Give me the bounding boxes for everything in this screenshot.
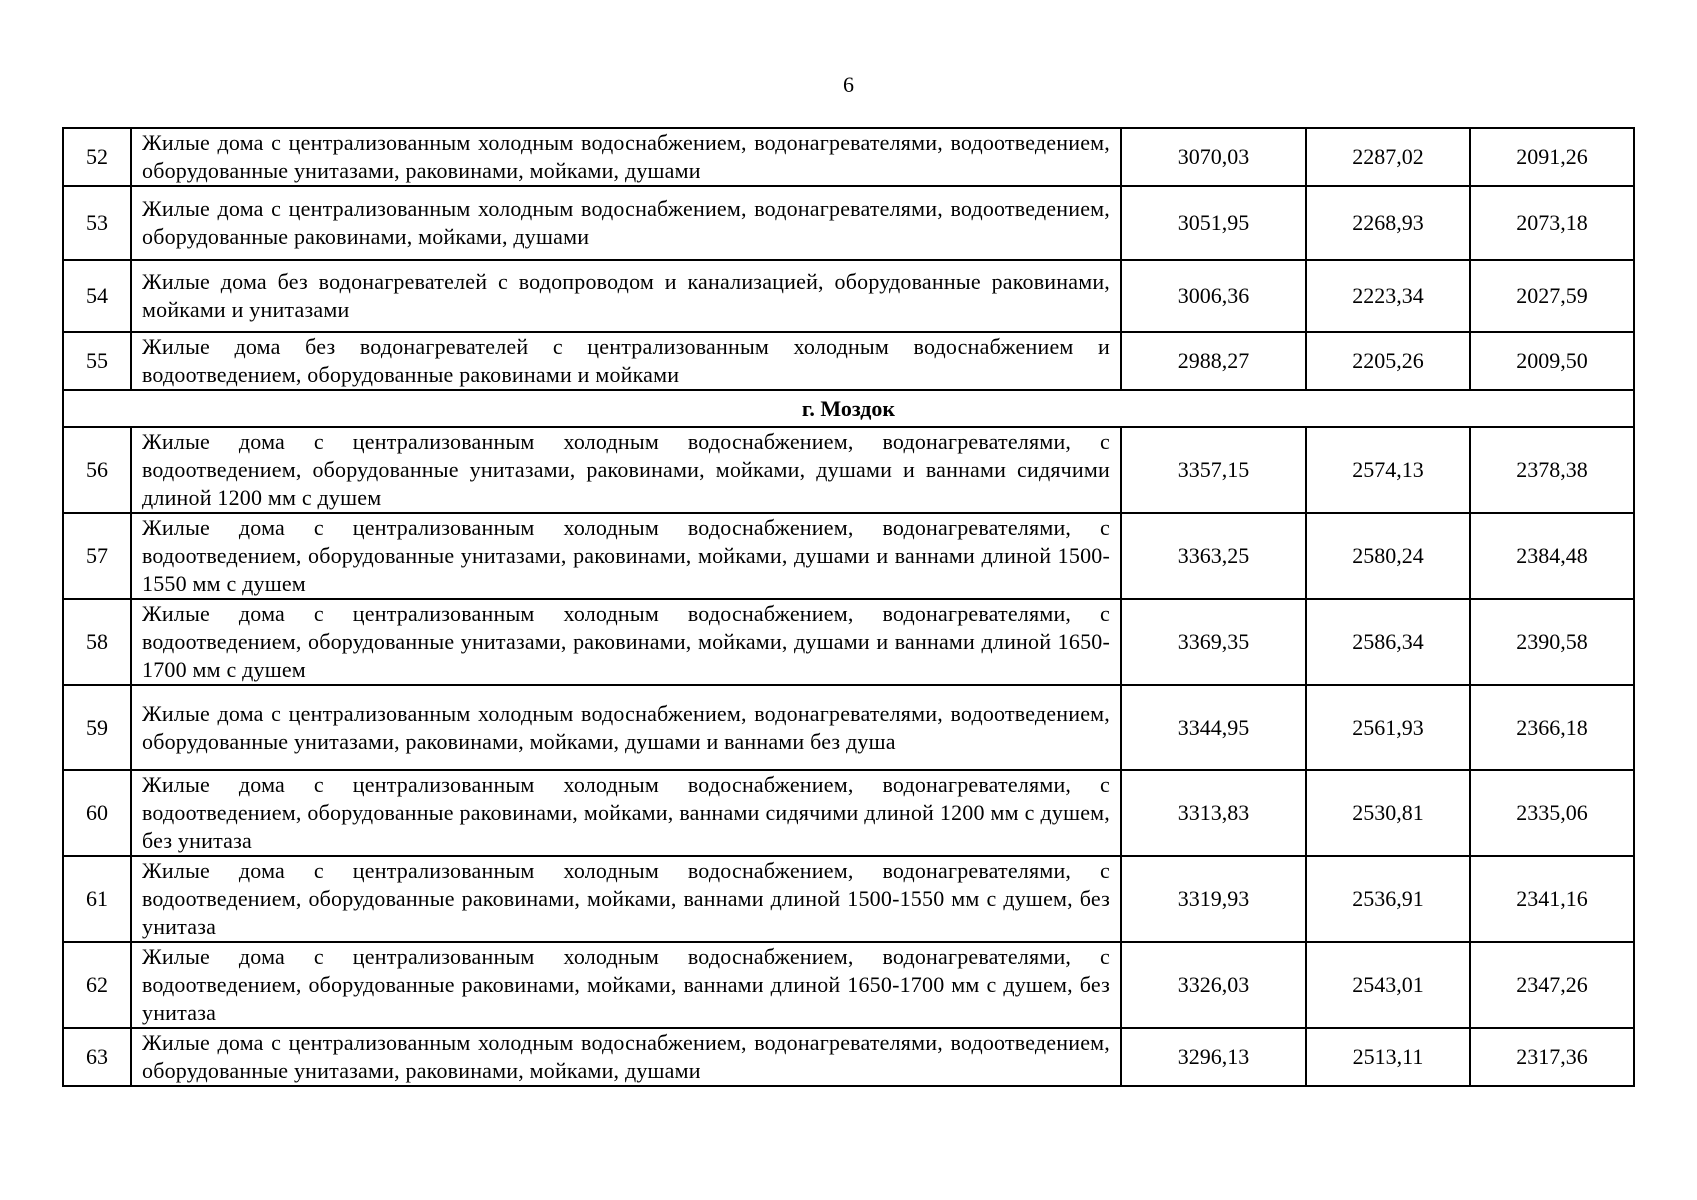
table-row (63, 942, 1634, 1028)
row-description: Жилые дома с централизованным холодным водоснабжением, водонагревателями, с водоотведением, оборудованные раковинами, мойками, ваннами длиной 1650-1700 мм с душем, без унитаза (131, 942, 1121, 1028)
row-number: 61 (63, 856, 131, 942)
table-row (63, 599, 1634, 685)
row-description: Жилые дома без водонагревателей с централизованным холодным водоснабжением и водоотведением, оборудованные раковинами и мойками (131, 332, 1121, 390)
table-row (63, 1028, 1634, 1086)
row-description: Жилые дома с централизованным холодным водоснабжением, водонагревателями, водоотведением, оборудованные унитазами, раковинами, мойками, душами (131, 128, 1121, 186)
row-description: Жилые дома с централизованным холодным водоснабжением, водонагревателями, с водоотведением, оборудованные унитазами, раковинами, мойками, душами и ваннами длиной 1500-1550 мм с душем (131, 513, 1121, 599)
row-value-1: 3296,13 (1121, 1028, 1306, 1086)
row-value-1: 3313,83 (1121, 770, 1306, 856)
row-value-3: 2347,26 (1470, 942, 1634, 1028)
row-value-2: 2223,34 (1306, 260, 1470, 332)
page-number: 6 (843, 72, 854, 97)
row-value-3: 2009,50 (1470, 332, 1634, 390)
row-value-2: 2561,93 (1306, 685, 1470, 770)
row-value-2: 2543,01 (1306, 942, 1470, 1028)
row-value-2: 2586,34 (1306, 599, 1470, 685)
row-number: 53 (63, 186, 131, 260)
table-row (63, 260, 1634, 332)
row-value-1: 3344,95 (1121, 685, 1306, 770)
table-row (63, 685, 1634, 770)
row-value-2: 2513,11 (1306, 1028, 1470, 1086)
row-number: 55 (63, 332, 131, 390)
row-value-1: 3319,93 (1121, 856, 1306, 942)
row-description: Жилые дома с централизованным холодным водоснабжением, водонагревателями, с водоотведением, оборудованные раковинами, мойками, ваннами длиной 1500-1550 мм с душем, без унитаза (131, 856, 1121, 942)
row-description: Жилые дома с централизованным холодным водоснабжением, водонагревателями, водоотведением, оборудованные унитазами, раковинами, мойками, душами и ваннами без душа (131, 685, 1121, 770)
row-value-2: 2580,24 (1306, 513, 1470, 599)
row-value-3: 2073,18 (1470, 186, 1634, 260)
row-value-2: 2205,26 (1306, 332, 1470, 390)
row-value-1: 3326,03 (1121, 942, 1306, 1028)
row-value-1: 2988,27 (1121, 332, 1306, 390)
row-value-2: 2530,81 (1306, 770, 1470, 856)
table-row (63, 856, 1634, 942)
row-value-1: 3051,95 (1121, 186, 1306, 260)
row-number: 63 (63, 1028, 131, 1086)
row-value-2: 2536,91 (1306, 856, 1470, 942)
row-value-2: 2268,93 (1306, 186, 1470, 260)
row-number: 58 (63, 599, 131, 685)
row-description: Жилые дома с централизованным холодным водоснабжением, водонагревателями, водоотведением, оборудованные раковинами, мойками, душами (131, 186, 1121, 260)
table-row (63, 332, 1634, 390)
row-number: 57 (63, 513, 131, 599)
row-value-3: 2317,36 (1470, 1028, 1634, 1086)
table-row (63, 128, 1634, 186)
row-value-2: 2287,02 (1306, 128, 1470, 186)
tariff-table (62, 127, 1635, 1087)
row-number: 56 (63, 427, 131, 513)
row-value-3: 2384,48 (1470, 513, 1634, 599)
row-number: 52 (63, 128, 131, 186)
row-value-1: 3070,03 (1121, 128, 1306, 186)
row-value-3: 2027,59 (1470, 260, 1634, 332)
row-value-3: 2335,06 (1470, 770, 1634, 856)
row-value-3: 2341,16 (1470, 856, 1634, 942)
row-value-2: 2574,13 (1306, 427, 1470, 513)
row-number: 59 (63, 685, 131, 770)
row-value-3: 2366,18 (1470, 685, 1634, 770)
row-value-3: 2091,26 (1470, 128, 1634, 186)
row-description: Жилые дома с централизованным холодным водоснабжением, водонагревателями, с водоотведением, оборудованные унитазами, раковинами, мойками, душами и ваннами сидячими длиной 1200 мм с душем (131, 427, 1121, 513)
row-value-1: 3357,15 (1121, 427, 1306, 513)
row-value-3: 2378,38 (1470, 427, 1634, 513)
row-description: Жилые дома с централизованным холодным водоснабжением, водонагревателями, с водоотведением, оборудованные раковинами, мойками, ваннами сидячими длиной 1200 мм с душем, без унитаза (131, 770, 1121, 856)
row-description: Жилые дома с централизованным холодным водоснабжением, водонагревателями, с водоотведением, оборудованные унитазами, раковинами, мойками, душами и ваннами длиной 1650-1700 мм с душем (131, 599, 1121, 685)
row-description: Жилые дома с централизованным холодным водоснабжением, водонагревателями, водоотведением, оборудованные унитазами, раковинами, мойками, душами (131, 1028, 1121, 1086)
section-heading-row (63, 390, 1634, 427)
table-row (63, 186, 1634, 260)
row-value-1: 3369,35 (1121, 599, 1306, 685)
table-row (63, 513, 1634, 599)
row-number: 60 (63, 770, 131, 856)
row-value-1: 3006,36 (1121, 260, 1306, 332)
table-row (63, 770, 1634, 856)
section-heading: г. Моздок (63, 390, 1634, 427)
row-description: Жилые дома без водонагревателей с водопроводом и канализацией, оборудованные раковинами, мойками и унитазами (131, 260, 1121, 332)
row-number: 54 (63, 260, 131, 332)
row-value-1: 3363,25 (1121, 513, 1306, 599)
table-row (63, 427, 1634, 513)
row-value-3: 2390,58 (1470, 599, 1634, 685)
row-number: 62 (63, 942, 131, 1028)
